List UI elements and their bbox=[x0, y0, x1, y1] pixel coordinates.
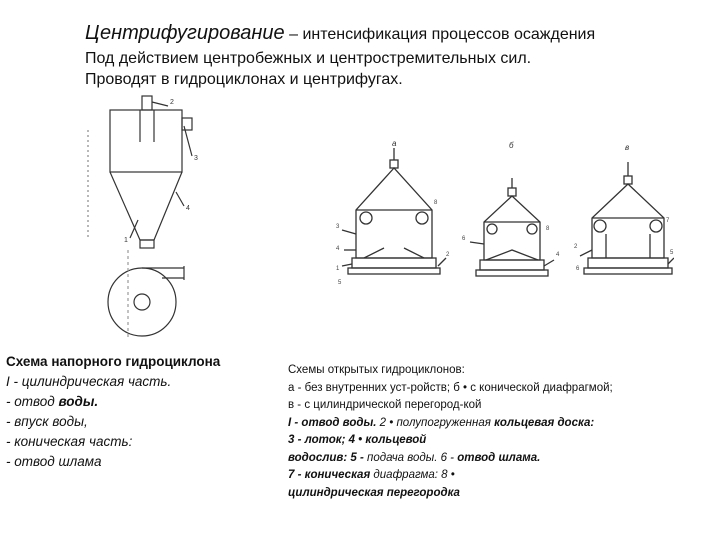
top-outlet-pipe bbox=[142, 96, 152, 110]
label-a: а bbox=[392, 139, 397, 148]
label-3-a: 3 bbox=[336, 224, 340, 230]
label-3: 3 bbox=[194, 155, 198, 162]
left-caption-line-5: - отвод шлама bbox=[6, 454, 102, 469]
label-1-a: 1 bbox=[336, 266, 340, 272]
label-6-c: 6 bbox=[576, 266, 580, 272]
right-caption-line-6: водослив: 5 - подача воды. 6 - отвод шлама. bbox=[288, 451, 541, 464]
unit-b bbox=[470, 178, 554, 276]
label-c: в bbox=[625, 143, 630, 152]
unit-c bbox=[580, 162, 674, 274]
left-caption-line-3: - впуск воды, bbox=[6, 414, 88, 429]
right-caption-line-7: 7 - коническая диафрагма: 8 • bbox=[288, 469, 455, 481]
label-7-c: 7 bbox=[666, 218, 670, 224]
unit-a bbox=[342, 148, 446, 274]
right-caption-line-1: Схемы открытых гидроциклонов: bbox=[288, 364, 465, 376]
page-title bbox=[85, 22, 705, 45]
hydrocyclone-diagram bbox=[80, 92, 210, 342]
right-caption-line-8: цилиндрическая перегородка bbox=[288, 486, 460, 499]
left-caption-line-2: - отвод воды. bbox=[6, 394, 99, 409]
label-1: 1 bbox=[124, 237, 128, 244]
label-8-b: 8 bbox=[546, 226, 550, 232]
right-caption-line-3: в - с цилиндрической перегород-кой bbox=[288, 399, 482, 411]
label-4-a: 4 bbox=[336, 246, 340, 252]
open-hydrocyclones-diagram bbox=[334, 138, 674, 308]
right-caption bbox=[288, 362, 718, 502]
left-caption-line-4: - коническая часть: bbox=[6, 434, 133, 449]
subtitle-line-1: Под действием центробежных и центростремительных сил. bbox=[85, 50, 532, 67]
right-caption-line-5: 3 - лоток; 4 • кольцевой bbox=[288, 434, 427, 446]
title-keyword: Центрифугирование bbox=[85, 22, 285, 44]
conical-part bbox=[110, 172, 182, 240]
label-2-a: 2 bbox=[446, 252, 450, 258]
label-4-b: 4 bbox=[556, 252, 560, 258]
left-caption bbox=[6, 352, 276, 472]
label-2: 2 bbox=[170, 99, 174, 106]
right-caption-line-4: I - отвод воды. 2 • полупогруженная кольцевая доска: bbox=[288, 416, 595, 429]
label-8-a: 8 bbox=[434, 200, 438, 206]
left-caption-title: Схема напорного гидроциклона bbox=[6, 354, 221, 369]
label-4: 4 bbox=[186, 205, 190, 212]
cylindrical-part bbox=[110, 110, 182, 172]
label-2-c: 2 bbox=[574, 244, 578, 250]
label-6-b: 6 bbox=[462, 236, 466, 242]
label-b: б bbox=[509, 141, 514, 150]
left-caption-line-1: I - цилиндрическая часть. bbox=[6, 374, 172, 389]
label-5-a: 5 bbox=[338, 280, 342, 286]
label-5-c: 5 bbox=[670, 250, 674, 256]
title-rest: – интенсификация процессов осаждения bbox=[284, 26, 596, 43]
subtitle-line-2: Проводят в гидроциклонах и центрифугах. bbox=[85, 71, 403, 88]
right-caption-line-2: а - без внутренних уст-ройств; б • с конической диафрагмой; bbox=[288, 381, 613, 394]
